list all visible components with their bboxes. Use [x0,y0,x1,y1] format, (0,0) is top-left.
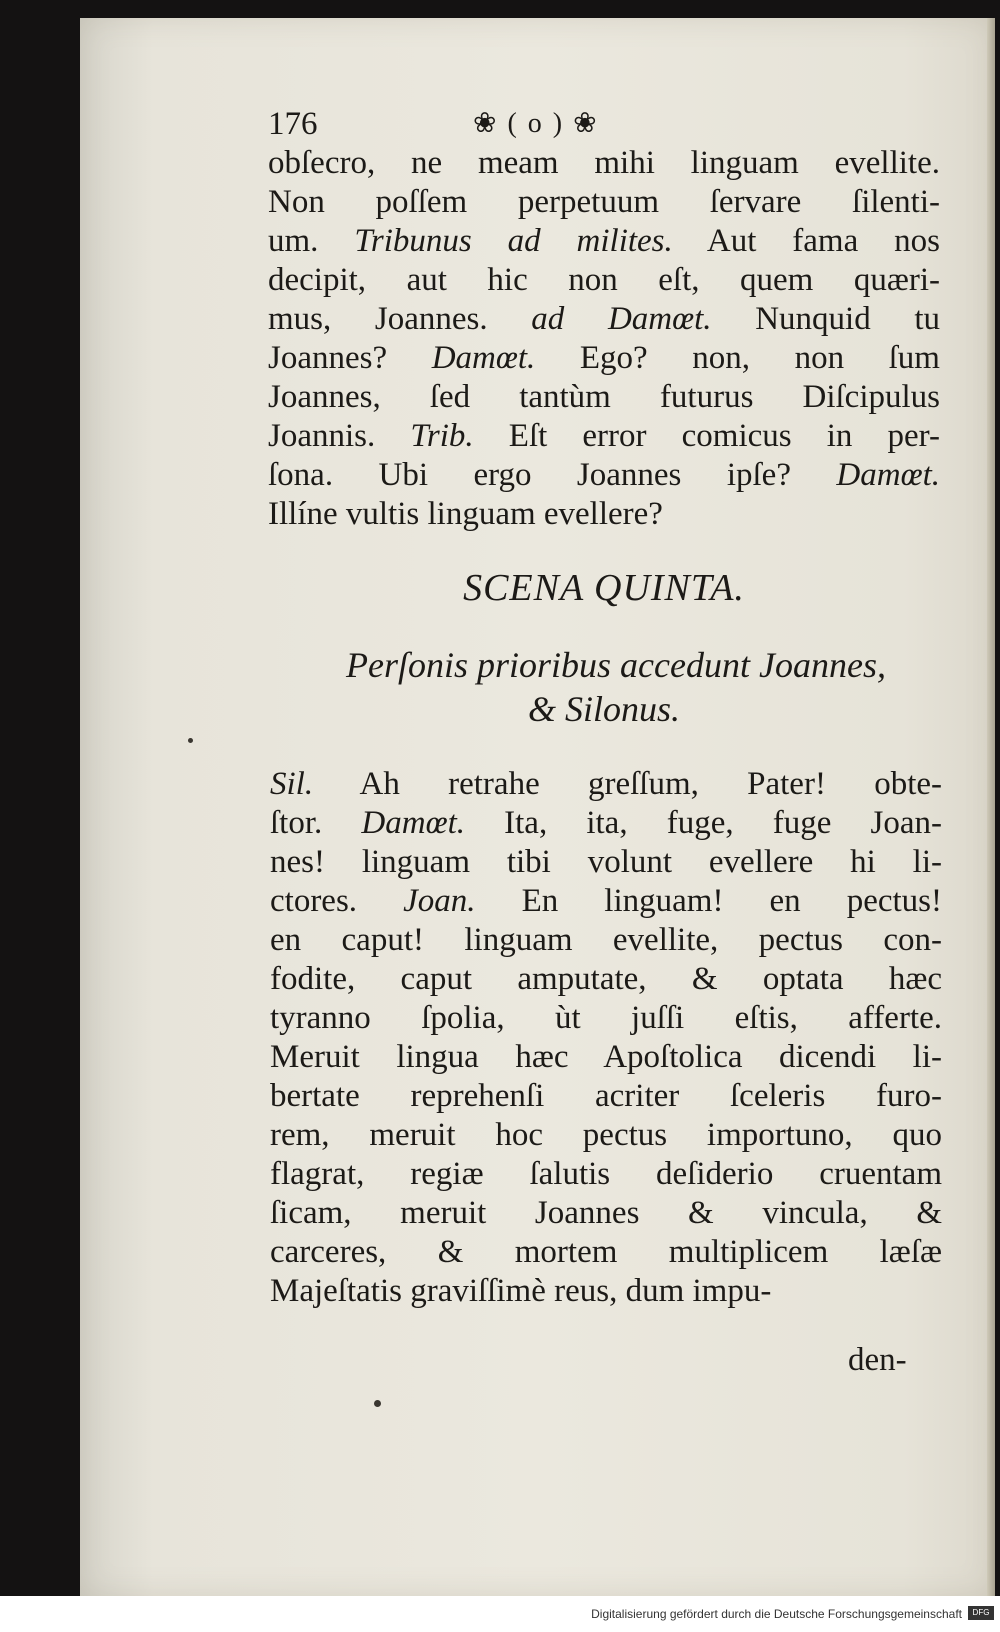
text-line [270,1232,942,1272]
text-run: Ah retrahe greſſum, Pater! obte- [313,766,942,802]
speaker-label: Trib. [410,418,474,454]
text-line [270,920,942,960]
ink-speck [374,1400,381,1407]
text-run: ſicam, meruit Joannes & vincula, & [270,1195,942,1231]
text-line [270,881,942,921]
text-run: ſtor. [270,805,362,841]
scene-subtitle-line-2: & Silonus. [527,689,680,729]
text-line [268,260,940,300]
text-line [268,338,940,378]
footer-bar [0,1596,1000,1632]
speaker-label: Damœt. [836,457,940,493]
text-run: mus, Joannes. [268,301,532,337]
text-run: En linguam! en pectus! [475,883,942,919]
text-line [270,1193,942,1233]
speaker-label: Sil. [270,766,314,802]
footer-credit: Digitalisierung gefördert durch die Deutsche Forschungsgemeinschaft [591,1607,962,1621]
page-edge [987,18,995,1596]
header-ornament: ❀ ( o ) ❀ [473,108,599,139]
text-run: Illíne vultis linguam evellere? [268,496,663,532]
text-line [268,494,940,534]
text-run: Non poſſem perpetuum ſervare ſilenti- [268,184,940,220]
text-line [270,803,942,843]
speaker-label: Joan. [403,883,476,919]
text-run: flagrat, regiæ ſalutis deſiderio cruentam [270,1156,942,1192]
text-line [268,143,940,183]
text-line [270,1271,942,1311]
text-line [270,764,942,804]
text-run: Ita, ita, fuge, fuge Joan- [465,805,942,841]
catchword: den- [848,1342,907,1378]
text-run: bertate reprehenſi acriter ſceleris furo- [270,1078,942,1114]
speaker-label: Damœt. [361,805,465,841]
text-run: Aut fama nos [672,223,940,259]
page-number: 176 [268,106,318,142]
text-run: Joannes? [268,340,432,376]
text-run: en caput! linguam evellite, pectus con- [270,922,942,958]
text-run: Majeſtatis graviſſimè reus, dum impu- [270,1273,772,1309]
text-run: ſona. Ubi ergo Joannes ipſe? [268,457,837,493]
text-run: um. [268,223,355,259]
text-line [268,299,940,339]
text-run: nes! linguam tibi volunt evellere hi li- [270,844,942,880]
text-run: Meruit lingua hæc Apoſtolica dicendi li- [270,1039,942,1075]
text-line [270,1154,942,1194]
speaker-label: Damœt. [431,340,536,376]
text-line [268,182,940,222]
text-run: ctores. [270,883,404,919]
text-run: obſecro, ne meam mihi linguam evellite. [268,145,940,181]
text-run: Joannis. [268,418,411,454]
text-run: carceres, & mortem multiplicem læſæ [270,1234,942,1270]
text-line [270,1076,942,1116]
ink-speck [188,738,193,743]
text-run: tyranno ſpolia, ùt juſſi eſtis, afferte. [270,1000,942,1036]
scene-subtitle-line-1: Perſonis prioribus accedunt Joannes, [346,645,886,685]
text-line [270,842,942,882]
text-run: Joannes, ſed tantùm futurus Diſcipulus [268,379,940,415]
dfg-logo: DFG [968,1606,994,1620]
text-line [270,959,942,999]
running-header [268,104,748,144]
text-line [268,221,940,261]
text-line [268,455,940,495]
text-run: fodite, caput amputate, & optata hæc [270,961,942,997]
scene-title: SCENA QUINTA. [463,567,745,609]
text-line [270,1037,942,1077]
text-run: decipit, aut hic non eſt, quem quæri- [268,262,940,298]
text-line [268,416,940,456]
text-line [268,377,940,417]
text-run: Ego? non, non ſum [535,340,940,376]
text-line [270,1115,942,1155]
text-line [270,998,942,1038]
text-run: Nunquid tu [711,301,941,337]
text-run: rem, meruit hoc pectus importuno, quo [270,1117,942,1153]
speaker-label: Tribunus ad milites. [354,223,673,259]
speaker-label: ad Damœt. [531,301,712,337]
text-run: Eſt error comicus in per- [473,418,940,454]
